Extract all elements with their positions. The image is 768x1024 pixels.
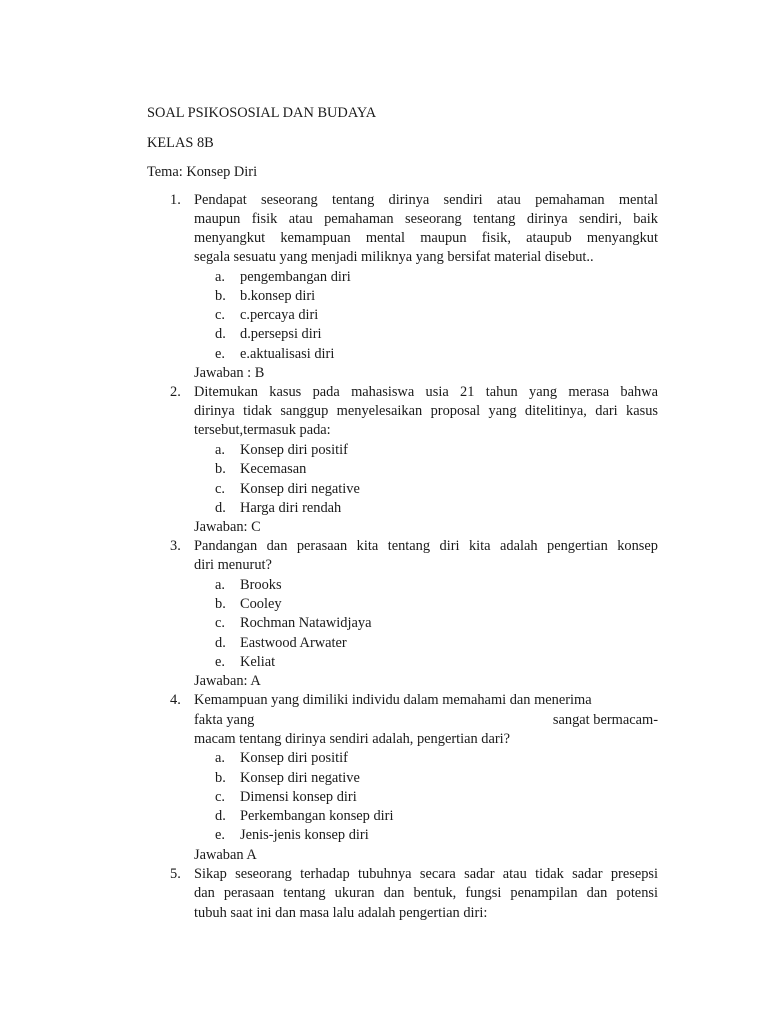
option-letter: a. [215,269,225,285]
option-text: d.persepsi diri [240,326,322,342]
question-number: 2. [170,384,181,400]
option-letter: c. [215,615,225,631]
question-text-line: dan perasaan tentang ukuran dan bentuk, fungsi penampilan dan potensi [194,885,658,901]
option-letter: b. [215,596,226,612]
option-text: b.konsep diri [240,288,316,304]
option-letter: d. [215,808,226,824]
option-letter: c. [215,481,225,497]
option-letter: e. [215,346,225,362]
option-letter: e. [215,654,225,670]
option-letter: b. [215,288,226,304]
option-letter: d. [215,500,226,516]
class-label: KELAS 8B [147,135,214,151]
question-text-line: macam tentang dirinya sendiri adalah, pengertian dari? [194,731,511,747]
option-text: Konsep diri negative [240,481,360,497]
question-text-line: diri menurut? [194,557,272,573]
question-text-line: tubuh saat ini dan masa lalu adalah pengertian diri: [194,905,488,921]
option-text: Brooks [240,577,282,593]
document-title: SOAL PSIKOSOSIAL DAN BUDAYA [147,105,377,121]
option-letter: d. [215,635,226,651]
question-text-line: Sikap seseorang terhadap tubuhnya secara sadar atau tidak sadar presepsi [194,866,658,882]
answer-label: Jawaban A [194,847,257,863]
question-text-line: dirinya tidak sanggup menyelesaikan proposal yang ditelitinya, dari kasus [194,403,658,419]
question-text-fragment: fakta yang [194,712,255,728]
option-letter: a. [215,442,225,458]
question-text-line: segala sesuatu yang menjadi miliknya yang bersifat material disebut.. [194,249,594,265]
option-text: Eastwood Arwater [240,635,347,651]
question-text-fragment: sangat bermacam- [552,712,658,728]
question-text-line: Kemampuan yang dimiliki individu dalam memahami dan menerima [194,692,592,708]
option-text: Kecemasan [240,461,307,477]
question-text-line: Pandangan dan perasaan kita tentang diri kita adalah pengertian konsep [194,538,658,554]
answer-label: Jawaban : B [194,365,265,381]
question-text-line: menyangkut kemampuan mental maupun fisik, ataupub menyangkut [194,230,658,246]
question-text-line: Ditemukan kasus pada mahasiswa usia 21 tahun yang merasa bahwa [194,384,658,400]
answer-label: Jawaban: C [194,519,261,535]
option-text: Konsep diri negative [240,770,360,786]
option-text: pengembangan diri [240,269,351,285]
option-letter: c. [215,789,225,805]
option-text: Cooley [240,596,282,612]
option-text: Harga diri rendah [240,500,342,516]
option-text: Konsep diri positif [240,750,348,766]
answer-label: Jawaban: A [194,673,261,689]
option-letter: e. [215,827,225,843]
option-text: Perkembangan konsep diri [240,808,394,824]
option-letter: b. [215,770,226,786]
option-letter: d. [215,326,226,342]
option-letter: c. [215,307,225,323]
option-letter: b. [215,461,226,477]
option-letter: a. [215,750,225,766]
question-text-line: tersebut,termasuk pada: [194,422,331,438]
option-text: Konsep diri positif [240,442,348,458]
question-number: 1. [170,192,181,208]
question-text-line [194,711,658,730]
option-text: Keliat [240,654,276,670]
option-text: Dimensi konsep diri [240,789,357,805]
question-number: 5. [170,866,181,882]
theme-label: Tema: Konsep Diri [147,164,258,180]
option-text: Jenis-jenis konsep diri [240,827,369,843]
option-text: Rochman Natawidjaya [240,615,372,631]
question-text-line: Pendapat seseorang tentang dirinya sendiri atau pemahaman mental [194,192,658,208]
question-text-line: maupun fisik atau pemahaman seseorang tentang dirinya sendiri, baik [194,211,658,227]
question-number: 3. [170,538,181,554]
option-text: c.percaya diri [240,307,319,323]
question-number: 4. [170,692,181,708]
option-letter: a. [215,577,225,593]
option-text: e.aktualisasi diri [240,346,335,362]
